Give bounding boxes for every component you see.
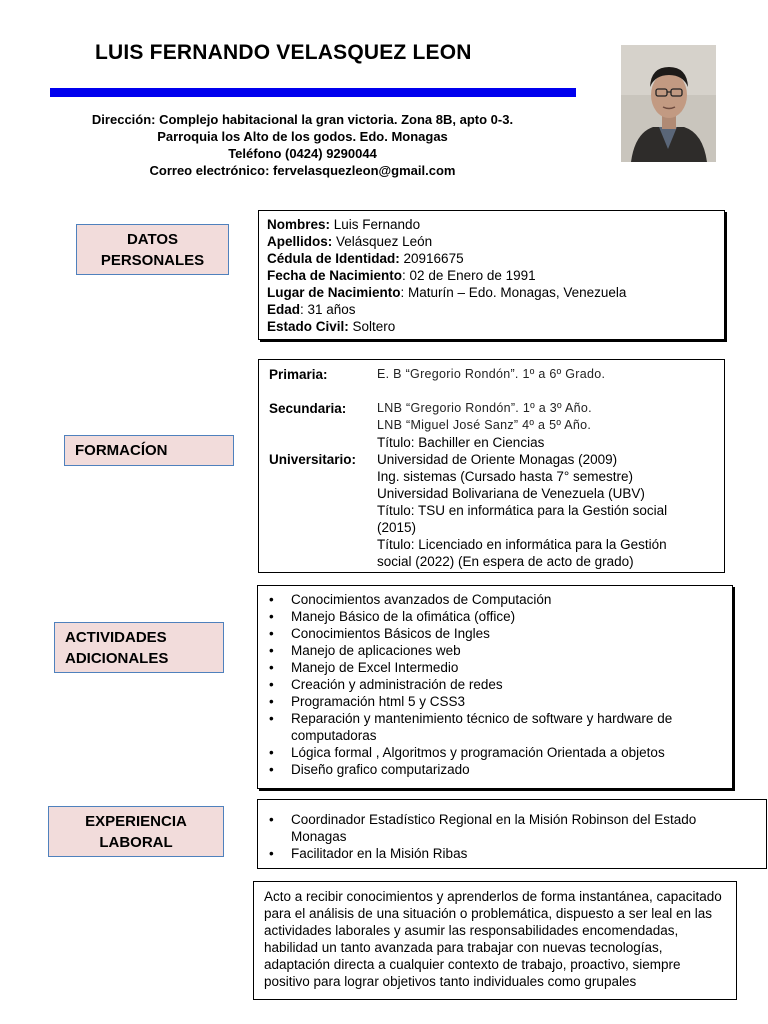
list-item: • Programación html 5 y CSS3 (266, 693, 724, 710)
education-value: (2015) (377, 520, 417, 535)
field-key: Apellidos: (267, 234, 333, 249)
profile-summary-text: Acto a recibir conocimientos y aprenderlos de forma instantánea, capacitado para el análisis de una situación o problemática, dispuesto a ser leal en las actividades laborales y asumir las responsabilidades encomendadas, habilidad un tanto avanzada para trabajar con nuevas tecnologías, adaptación directa a cualquier contexto de trabajo, proactivo, siempre positivo para lograr objetivos tanto individuales como grupales (264, 889, 722, 989)
section-label-line: EXPERIENCIA (85, 813, 187, 830)
education-value: Título: Licenciado en informática para la Gestión (377, 537, 667, 552)
list-item: • Conocimientos avanzados de Computación (266, 591, 724, 608)
list-item: • Manejo Básico de la ofimática (office) (266, 608, 724, 625)
profile-summary-box (253, 881, 737, 1000)
activities-box (257, 585, 733, 789)
list-item: • Manejo de aplicaciones web (266, 642, 724, 659)
personal-row (267, 284, 716, 301)
personal-row (267, 318, 716, 335)
education-row (269, 519, 714, 536)
education-box (258, 359, 725, 573)
personal-row (267, 301, 716, 318)
education-value: Título: Bachiller en Ciencias (377, 435, 545, 450)
list-item: • Facilitador en la Misión Ribas (266, 845, 728, 862)
section-label-line: DATOS (126, 231, 179, 248)
education-row (269, 434, 714, 451)
header-divider (50, 88, 576, 97)
education-row (269, 553, 714, 570)
phone-line: Teléfono (0424) 9290044 (228, 146, 377, 161)
education-value: LNB “Miguel José Sanz” 4º a 5º Año. (377, 418, 592, 432)
contact-info (40, 111, 565, 179)
field-value: Luis Fernando (330, 217, 421, 232)
field-value: : 31 años (300, 302, 356, 317)
section-label-line: LABORAL (99, 834, 173, 851)
list-item: • Manejo de Excel Intermedio (266, 659, 724, 676)
section-label-line: PERSONALES (100, 252, 205, 269)
education-key: Primaria: (269, 367, 328, 382)
experience-box (257, 799, 767, 869)
candidate-name: LUIS FERNANDO VELASQUEZ LEON (95, 41, 472, 64)
section-label-experience (48, 806, 224, 857)
experience-list (266, 811, 758, 862)
personal-row (267, 216, 716, 233)
personal-row (267, 233, 716, 250)
list-item: • Conocimientos Básicos de Ingles (266, 625, 724, 642)
section-label-line: ACTIVIDADES (65, 629, 167, 646)
section-label-line: ADICIONALES (65, 650, 169, 667)
section-label-education (64, 435, 234, 466)
field-key: Nombres: (267, 217, 331, 232)
field-value: : Maturín – Edo. Monagas, Venezuela (400, 285, 627, 300)
address-line: Dirección: Complejo habitacional la gran victoria. Zona 8B, apto 0-3. (91, 112, 514, 127)
field-key: Cédula de Identidad: (267, 251, 400, 266)
field-value: : 02 de Enero de 1991 (402, 268, 536, 283)
education-row-secondary (269, 400, 714, 417)
parish-line: Parroquia los Alto de los godos. Edo. Monagas (157, 129, 448, 144)
education-value: Título: TSU en informática para la Gestión social (377, 503, 668, 518)
education-value: E. B “Gregorio Rondón”. 1º a 6º Grado. (377, 367, 606, 381)
education-value: social (2022) (En espera de acto de grado) (377, 554, 634, 569)
email-line: Correo electrónico: fervelasquezleon@gmail.com (149, 163, 456, 178)
field-key: Fecha de Nacimiento (267, 268, 403, 283)
education-value: Universidad Bolivariana de Venezuela (UBV) (377, 486, 645, 501)
field-value: Soltero (348, 319, 396, 334)
personal-row (267, 267, 716, 284)
list-item: • Diseño grafico computarizado (266, 761, 724, 778)
section-label-line: FORMACÍON (75, 442, 168, 459)
list-item: • Lógica formal , Algoritmos y programación Orientada a objetos (266, 744, 724, 761)
education-row (269, 502, 714, 519)
education-row (269, 468, 714, 485)
education-value: Ing. sistemas (Cursado hasta 7° semestre) (377, 469, 633, 484)
education-value: Universidad de Oriente Monagas (2009) (377, 452, 618, 467)
field-value: 20916675 (399, 251, 464, 266)
education-key: Universitario: (269, 452, 357, 467)
education-row (269, 417, 714, 434)
activities-list (266, 591, 724, 778)
field-value: Velásquez León (332, 234, 433, 249)
profile-photo (621, 45, 716, 162)
education-row-university (269, 451, 714, 468)
education-spacer (269, 383, 714, 400)
section-label-personal (76, 224, 229, 275)
field-key: Estado Civil: (267, 319, 349, 334)
list-item: • Reparación y mantenimiento técnico de software y hardware de computadoras (266, 710, 724, 744)
personal-row (267, 250, 716, 267)
section-label-activities (54, 622, 224, 673)
list-item: • Coordinador Estadístico Regional en la Misión Robinson del Estado Monagas (266, 811, 728, 845)
personal-data-box (258, 210, 725, 340)
field-key: Edad (267, 302, 301, 317)
education-row-primary (269, 366, 714, 383)
education-row (269, 485, 714, 502)
education-key: Secundaria: (269, 401, 347, 416)
list-item: • Creación y administración de redes (266, 676, 724, 693)
education-value: LNB “Gregorio Rondón”. 1º a 3º Año. (377, 401, 592, 415)
education-row (269, 536, 714, 553)
field-key: Lugar de Nacimiento (267, 285, 401, 300)
